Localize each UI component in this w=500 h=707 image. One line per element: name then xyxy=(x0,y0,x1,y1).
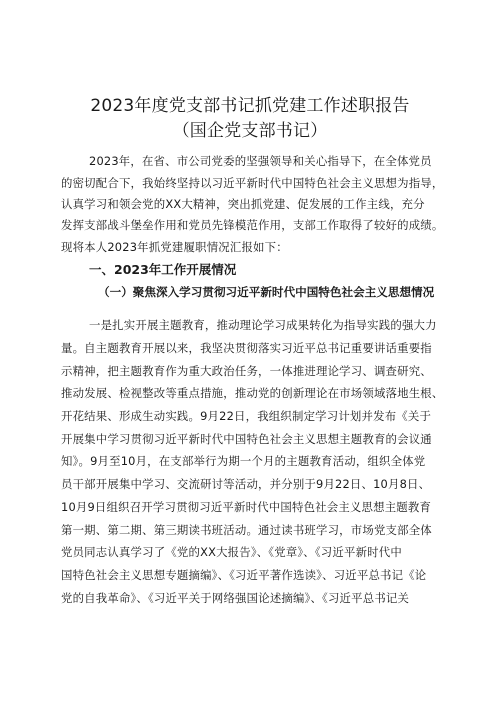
body-line: 国特色社会主义思想专题摘编》、《习近平著作选读》、习近平总书记《论 xyxy=(61,568,427,582)
intro-line: 认真学习和领会党的XX大精神，突出抓党建、促发展的工作主线，充分 xyxy=(61,197,425,211)
intro-line: 2023年，在省、市公司党委的坚强领导和关心指导下，在全体党员 xyxy=(89,154,432,168)
document-title: 2023年度党支部书记抓党建工作述职报告 xyxy=(90,96,410,116)
intro-line: 发挥支部战斗堡垒作用和党员先锋模范作用，支部工作取得了较好的成绩。 xyxy=(61,218,444,232)
body-line: 党的自我革命》、《习近平关于网络强国论述摘编》、《习近平总书记关 xyxy=(61,591,410,605)
body-line: 开展集中学习贯彻习近平新时代中国特色社会主义思想主题教育的会议通 xyxy=(61,432,432,446)
body-line: 示精神，把主题教育作为重大政治任务，一体推进理论学习、调查研究、 xyxy=(61,364,432,378)
subsection-heading: （一）聚焦深入学习贯彻习近平新时代中国特色社会主义思想情况 xyxy=(98,285,435,299)
body-line: 10月9日组织召开学习贯彻习近平新时代中国特色社会主义思想主题教育 xyxy=(61,500,432,514)
body-line: 知》。9月至10月，在支部举行为期一个月的主题教育活动，组织全体党 xyxy=(61,454,426,468)
body-line: 第一期、第二期、第三期读书班活动。通过读书班学习，市场党支部全体 xyxy=(61,523,432,537)
intro-line: 的密切配合下，我始终坚持以习近平新时代中国特色社会主义思想为指导， xyxy=(61,176,444,190)
body-line: 员干部开展集中学习、交流研讨等活动，并分别于9月22日、10月8日、 xyxy=(61,477,431,491)
document-subtitle: （国企党支部书记） xyxy=(172,121,328,141)
body-line: 党员同志认真学习了《党的XX大报告》、《党章》、《习近平新时代中 xyxy=(61,545,402,559)
body-line: 量。自主题教育开展以来，我坚决贯彻落实习近平总书记重要讲话重要指 xyxy=(61,341,432,355)
body-line: 一是扎实开展主题教育，推动理论学习成果转化为指导实践的强大力 xyxy=(89,318,437,332)
body-line: 推动发展、检视整改等重点措施，推动党的创新理论在市场领域落地生根、 xyxy=(61,386,444,400)
intro-line: 现将本人2023年抓党建履职情况汇报如下： xyxy=(61,240,288,254)
body-line: 开花结果、形成生动实践。9月22日，我组织制定学习计划并发布《关于 xyxy=(61,409,432,423)
section-heading: 一、2023年工作开展情况 xyxy=(89,262,237,277)
